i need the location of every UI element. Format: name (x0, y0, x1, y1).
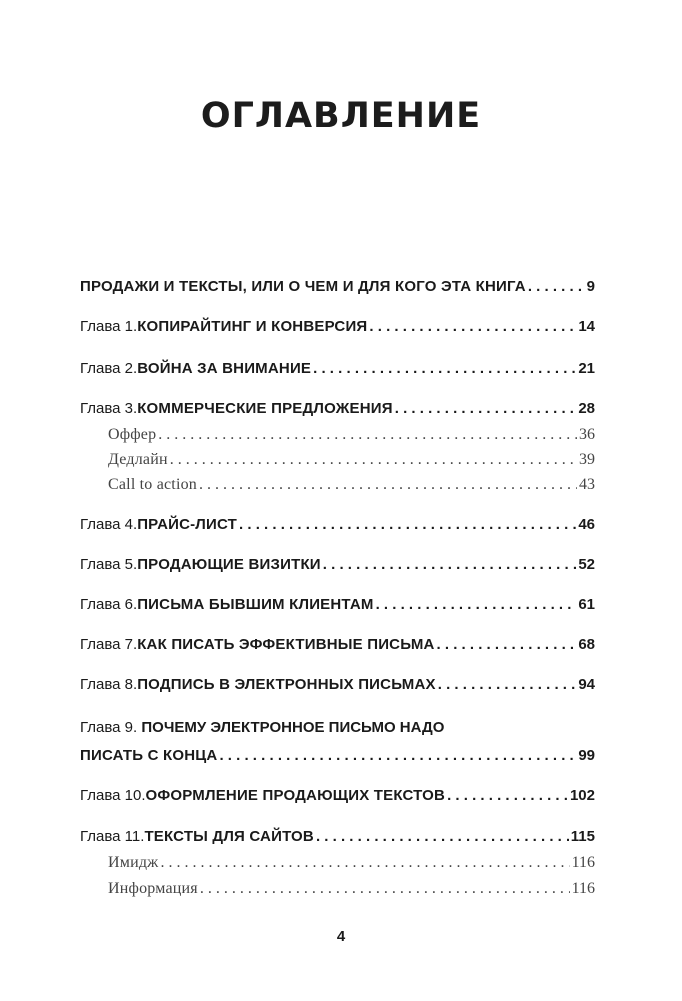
dot-leader (170, 451, 577, 469)
dot-leader (528, 278, 585, 295)
entry-label: КОММЕРЧЕСКИЕ ПРЕДЛОЖЕНИЯ (137, 400, 393, 417)
entry-page: 94 (578, 676, 595, 693)
toc-entry[interactable] (80, 828, 595, 845)
entry-page: 115 (570, 828, 595, 845)
entry-page: 9 (586, 278, 595, 295)
chapter-prefix: Глава 1. (80, 318, 138, 335)
toc-entry-first-line[interactable] (80, 719, 444, 736)
page-title: ОГЛАВЛЕНИЕ (200, 96, 482, 136)
toc-subentry[interactable] (108, 854, 595, 872)
entry-label: ТЕКСТЫ ДЛЯ САЙТОВ (144, 828, 314, 845)
dot-leader (160, 854, 569, 872)
entry-label-continued: ПИСАТЬ С КОНЦА (80, 747, 218, 764)
dot-leader (395, 400, 577, 417)
entry-label: ВОЙНА ЗА ВНИМАНИЕ (137, 360, 312, 377)
entry-page: 46 (578, 516, 595, 533)
chapter-prefix: Глава 5. (80, 556, 138, 573)
entry-label: Информация (108, 880, 198, 897)
toc-entry[interactable] (80, 400, 595, 417)
entry-label: Имидж (108, 854, 159, 871)
dot-leader (376, 596, 577, 613)
toc-subentry[interactable] (108, 880, 595, 898)
toc-entry[interactable] (80, 318, 595, 335)
toc-entry[interactable] (80, 747, 595, 764)
dot-leader (199, 476, 577, 494)
entry-page: 99 (578, 747, 595, 764)
entry-label: ОФОРМЛЕНИЕ ПРОДАЮЩИХ ТЕКСТОВ (145, 787, 446, 804)
toc-entry[interactable] (80, 596, 595, 613)
entry-label: ПОДПИСЬ В ЭЛЕКТРОННЫХ ПИСЬМАХ (137, 676, 436, 693)
entry-label: Дедлайн (108, 451, 168, 468)
chapter-prefix: Глава 4. (80, 516, 138, 533)
entry-page: 52 (578, 556, 595, 573)
entry-label: ПРОДАЖИ И ТЕКСТЫ, ИЛИ О ЧЕМ И ДЛЯ КОГО ЭТА КНИГА (80, 278, 526, 295)
dot-leader (369, 318, 576, 335)
toc-subentry[interactable] (108, 476, 595, 494)
page-number: 4 (336, 928, 346, 945)
chapter-prefix: Глава 2. (80, 360, 138, 377)
dot-leader (313, 360, 576, 377)
entry-page: 14 (578, 318, 595, 335)
toc-entry[interactable] (80, 516, 595, 533)
entry-page: 61 (578, 596, 595, 613)
entry-page: 39 (579, 451, 595, 468)
toc-entry[interactable] (80, 556, 595, 573)
chapter-prefix: Глава 3. (80, 400, 138, 417)
entry-page: 28 (578, 400, 595, 417)
entry-label: ПРОДАЮЩИЕ ВИЗИТКИ (137, 556, 321, 573)
entry-page: 116 (571, 854, 595, 871)
entry-label: ПРАЙС-ЛИСТ (137, 516, 238, 533)
toc-subentry[interactable] (108, 451, 595, 469)
entry-page: 36 (579, 426, 595, 443)
dot-leader (437, 636, 577, 653)
dot-leader (219, 747, 576, 764)
chapter-prefix: Глава 8. (80, 676, 138, 693)
chapter-prefix: Глава 9. (80, 719, 142, 736)
chapter-prefix: Глава 6. (80, 596, 138, 613)
chapter-prefix: Глава 7. (80, 636, 138, 653)
toc-entry[interactable] (80, 636, 595, 653)
dot-leader (323, 556, 577, 573)
entry-page: 21 (578, 360, 595, 377)
toc-entry[interactable] (80, 676, 595, 693)
entry-label: Оффер (108, 426, 157, 443)
dot-leader (316, 828, 569, 845)
chapter-prefix: Глава 11. (80, 828, 145, 845)
entry-page: 116 (571, 880, 595, 897)
entry-page: 68 (578, 636, 595, 653)
toc-subentry[interactable] (108, 426, 595, 444)
dot-leader (158, 426, 577, 444)
toc-entry[interactable] (80, 278, 595, 295)
toc-entry[interactable] (80, 787, 595, 804)
entry-label: ПИСЬМА БЫВШИМ КЛИЕНТАМ (137, 596, 374, 613)
entry-label: ПОЧЕМУ ЭЛЕКТРОННОЕ ПИСЬМО НАДО (141, 719, 445, 736)
entry-page: 43 (579, 476, 595, 493)
entry-label: КОПИРАЙТИНГ И КОНВЕРСИЯ (137, 318, 368, 335)
entry-page: 102 (569, 787, 595, 804)
entry-label: КАК ПИСАТЬ ЭФФЕКТИВНЫЕ ПИСЬМА (137, 636, 435, 653)
chapter-prefix: Глава 10. (80, 787, 146, 804)
dot-leader (438, 676, 577, 693)
dot-leader (447, 787, 568, 804)
dot-leader (200, 880, 570, 898)
toc-entry[interactable] (80, 360, 595, 377)
entry-label: Call to action (108, 476, 198, 493)
dot-leader (239, 516, 576, 533)
